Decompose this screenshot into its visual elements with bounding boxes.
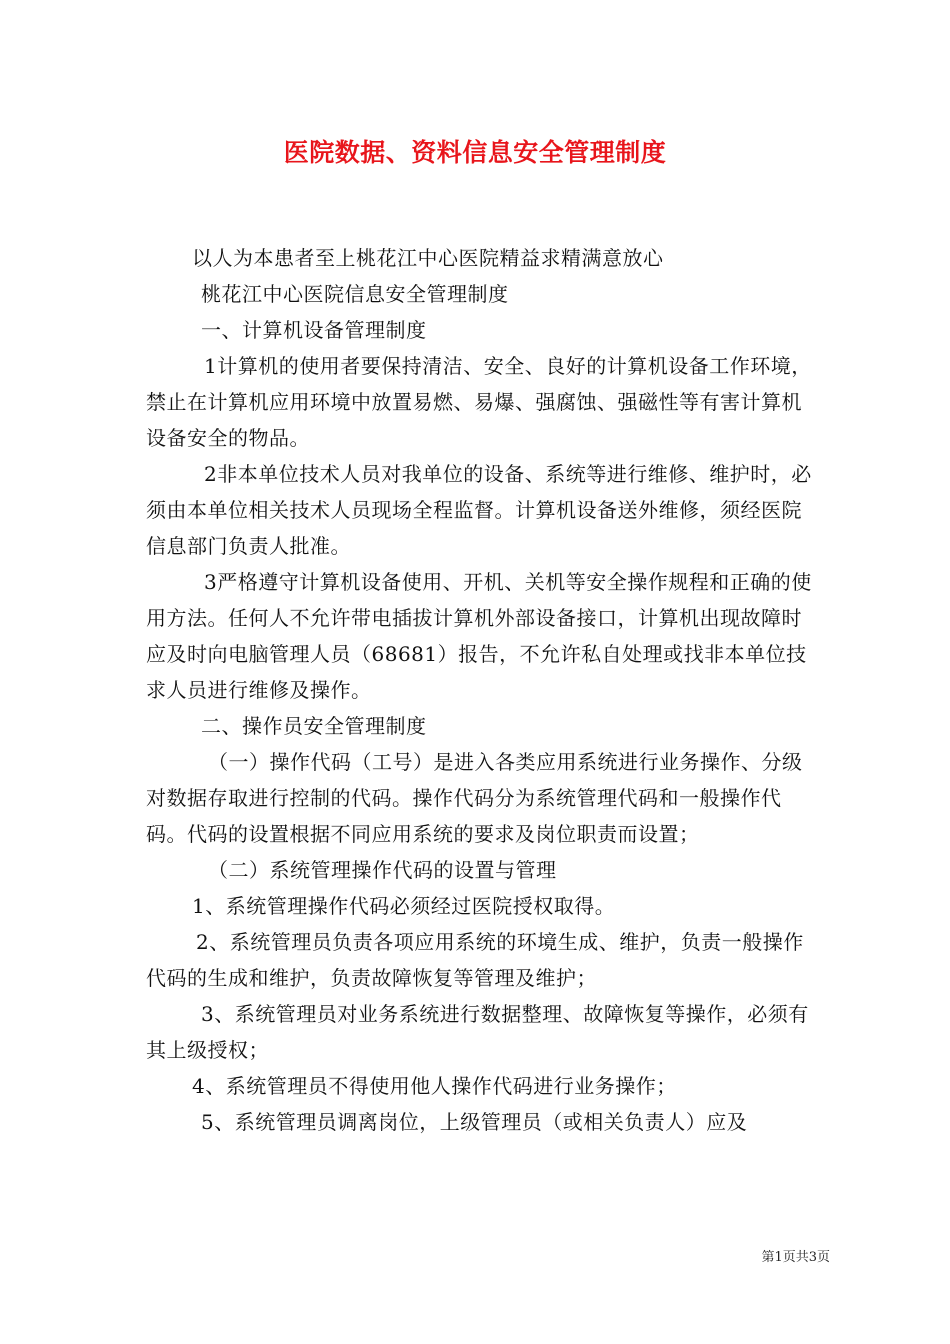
paragraph-slogan: 以人为本患者至上桃花江中心医院精益求精满意放心 [192, 246, 664, 270]
paragraph: （一）操作代码（工号）是进入各类应用系统进行业务操作、分级对数据存取进行控制的代码。操作代码分为系统管理代码和一般操作代码。代码的设置根据不同应用系统的要求及岗位职责而设置； [146, 750, 803, 846]
document-body [146, 240, 816, 1140]
subsection-heading: （二）系统管理操作代码的设置与管理 [208, 858, 557, 882]
paragraph: 2非本单位技术人员对我单位的设备、系统等进行维修、维护时，必须由本单位相关技术人员现场全程监督。计算机设备送外维修，须经医院信息部门负责人批准。 [146, 462, 812, 558]
paragraph: 2、系统管理员负责各项应用系统的环境生成、维护，负责一般操作代码的生成和维护，负责故障恢复等管理及维护； [146, 930, 804, 990]
paragraph: 1计算机的使用者要保持清洁、安全、良好的计算机设备工作环境，禁止在计算机应用环境中放置易燃、易爆、强腐蚀、强磁性等有害计算机设备安全的物品。 [146, 354, 812, 450]
section-heading-2: 二、操作员安全管理制度 [201, 714, 427, 738]
paragraph: 3、系统管理员对业务系统进行数据整理、故障恢复等操作，必须有其上级授权； [146, 1002, 809, 1062]
paragraph: 1、系统管理操作代码必须经过医院授权取得。 [192, 894, 616, 918]
paragraph-subtitle: 桃花江中心医院信息安全管理制度 [201, 282, 509, 306]
section-heading-1: 一、计算机设备管理制度 [201, 318, 427, 342]
page-number: 第1页共3页 [761, 1250, 830, 1265]
paragraph: 3严格遵守计算机设备使用、开机、关机等安全操作规程和正确的使用方法。任何人不允许带电插拔计算机外部设备接口，计算机出现故障时应及时向电脑管理人员（68681）报告，不允许私自处理或找非本单位技求人员进行维修及操作。 [146, 570, 812, 702]
paragraph: 4、系统管理员不得使用他人操作代码进行业务操作； [192, 1074, 677, 1098]
document-title: 医院数据、资料信息安全管理制度 [283, 138, 667, 167]
paragraph: 5、系统管理员调离岗位，上级管理员（或相关负责人）应及 [201, 1110, 748, 1134]
